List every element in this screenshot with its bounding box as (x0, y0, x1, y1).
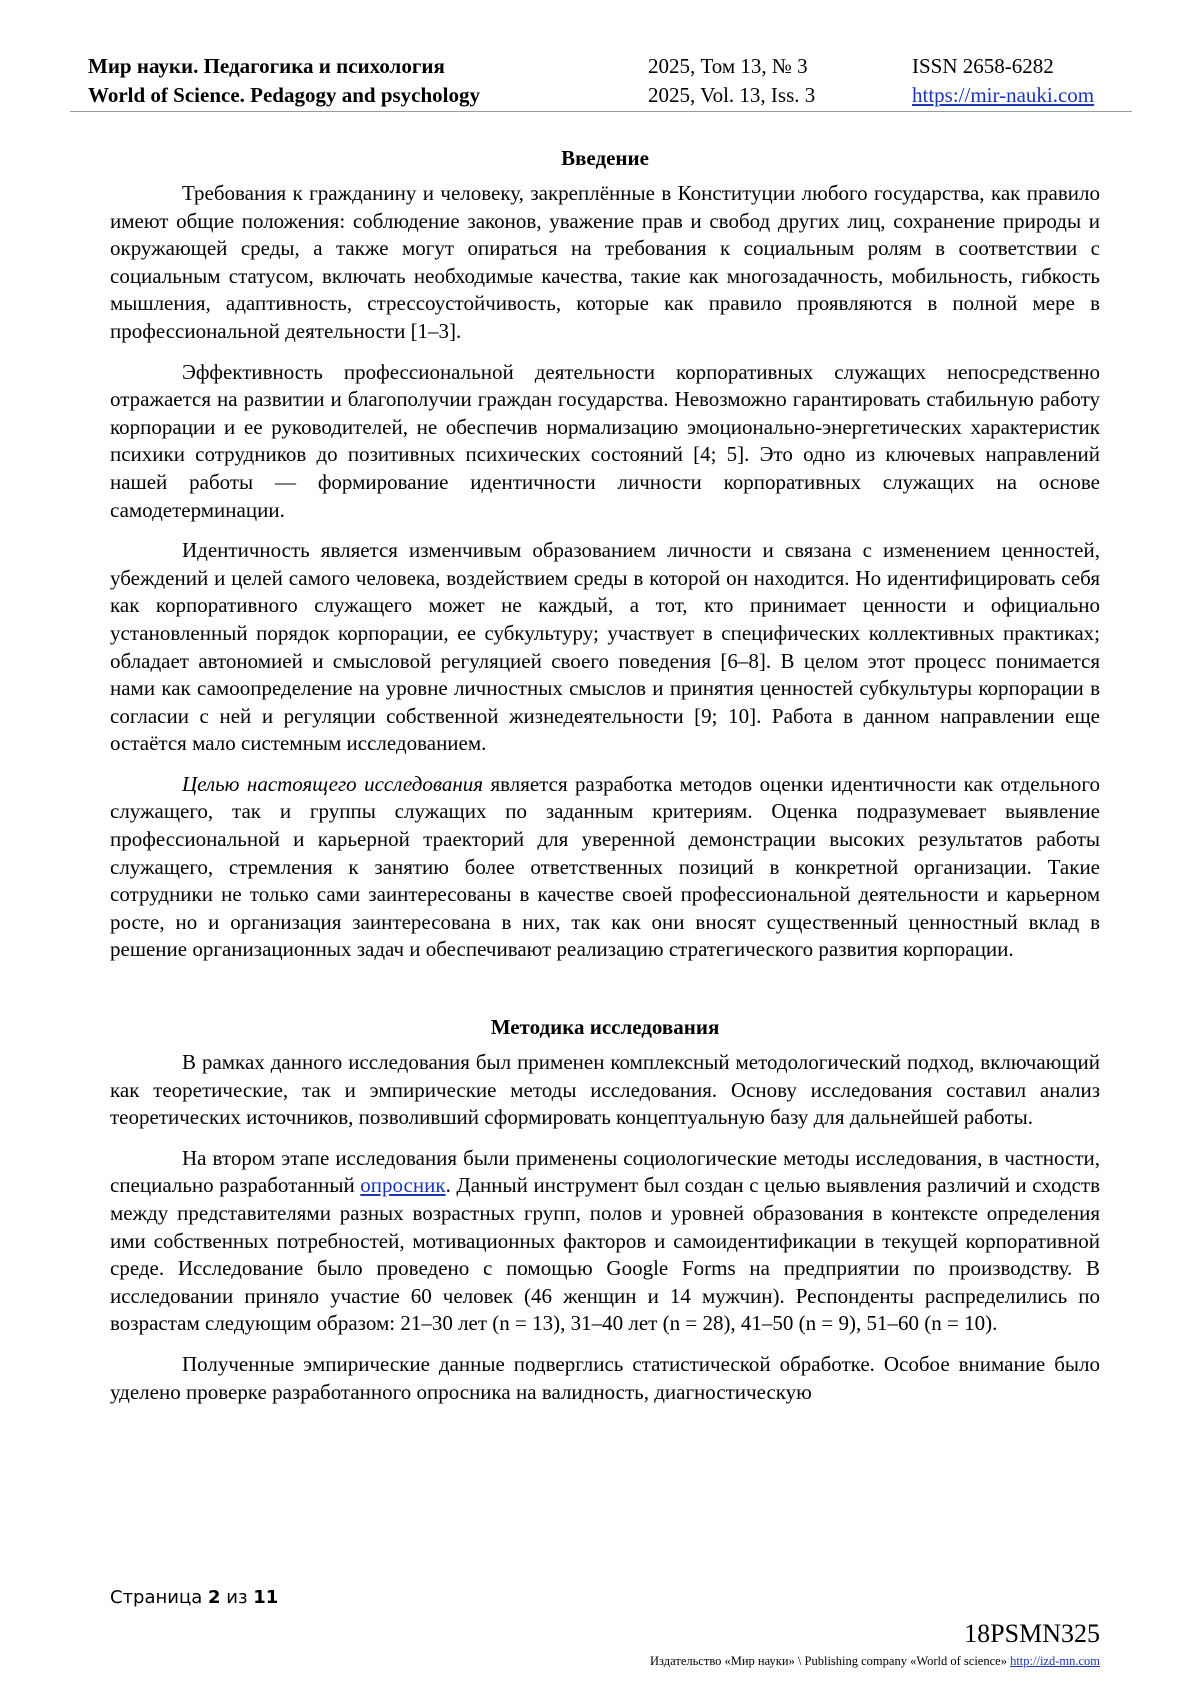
page-of: из (226, 1587, 248, 1608)
header-journal-title (88, 52, 480, 110)
header-issn-block (912, 52, 1094, 110)
intro-paragraph-4 (110, 771, 1100, 964)
journal-title-ru: Мир науки. Педагогика и психология (88, 54, 445, 78)
publisher-line (650, 1654, 1100, 1669)
publisher-text: Издательство «Мир науки» \ Publishing company «World of science» (650, 1654, 1007, 1668)
article-code: 18PSMN325 (964, 1619, 1100, 1648)
article-body (110, 145, 1100, 1419)
intro-paragraph-1: Требования к гражданину и человеку, закреплённые в Конституции любого государства, как правило имеют общие положения: соблюдение законов, уважение прав и свобод других лиц, сохранение природы и окружающей среды, а также могут опираться на требования к социальным ролям в соответствии с социальным статусом, включать необходимые качества, такие как многозадачность, мобильность, гибкость мышления, адаптивность, стрессоустойчивость, которые как правило проявляются в полной мере в профессиональной деятельности [1–3]. (110, 181, 1100, 343)
method-p2-after: . Данный инструмент был создан с целью выявления различий и сходств между представителями разных возрастных групп, полов и уровней образования в контексте определения ими собственных потребностей, мотивационных факторов и самоидентификации в текущей корпоративной среде. Исследование было проведено с помощью Google Forms на предприятии по производству. В исследовании приняло участие 60 человек (46 женщин и 14 мужчин). Респонденты распределились по возрастам следующим образом: 21–30 лет (n = 13), 31–40 лет (n = 28), 41–50 (n = 9), 51–60 (n = 10). (110, 1173, 1100, 1336)
method-paragraph-1: В рамках данного исследования был применен комплексный методологический подход, включающий как теоретические, так и эмпирические методы исследования. Основу исследования составил анализ теоретических источников, позволивший сформировать концептуальную базу для дальнейшей работы. (110, 1050, 1100, 1130)
issn: ISSN 2658-6282 (912, 54, 1054, 78)
header-divider (70, 111, 1132, 112)
journal-title-en: World of Science. Pedagogy and psychology (88, 83, 481, 107)
intro-paragraph-2: Эффективность профессиональной деятельности корпоративных служащих непосредственно отражается на развитии и благополучии граждан государства. Невозможно гарантировать стабильную работу корпорации и ее руководителей, не обеспечив нормализацию эмоционально-энергетических характеристик психики сотрудников до позитивных психических состояний [4; 5]. Это одно из ключевых направлений нашей работы — формирование идентичности личности корпоративных служащих на основе самодетерминации. (110, 359, 1100, 522)
page-number (110, 1587, 278, 1608)
questionnaire-link[interactable]: опросник (360, 1173, 446, 1198)
method-paragraph-2 (110, 1145, 1100, 1338)
section-heading-methodology: Методика исследования (490, 1015, 720, 1040)
header-issue (648, 52, 815, 110)
method-p2-before: На втором этапе исследования были применены социологические методы исследования, в частности, специально разработанный (110, 1145, 1100, 1198)
page-word: Страница (110, 1587, 203, 1608)
journal-website-link[interactable]: https://mir-nauki.com (912, 83, 1095, 107)
issue-ru: 2025, Том 13, № 3 (648, 54, 808, 78)
page-total: 11 (253, 1587, 279, 1608)
section-heading-introduction: Введение (561, 146, 649, 170)
method-paragraph-3: Полученные эмпирические данные подверглись статистической обработке. Особое внимание было уделено проверке разработанного опросника на валидность, диагностическую (110, 1351, 1100, 1404)
publisher-link[interactable]: http://izd-mn.com (1010, 1654, 1100, 1668)
research-goal-text: является разработка методов оценки идентичности как отдельного служащего, так и группы служащих по заданным критериям. Оценка подразумевает выявление профессиональной и карьерной траекторий для уверенной демонстрации высоких результатов работы служащего, стремления к занятию более ответственных позиций в конкретной организации. Такие сотрудники не только сами заинтересованы в качестве своей профессиональной деятельности и карьерном росте, но и организация заинтересована в них, так как они вносят существенный ценностный вклад в решение организационных задач и обеспечивают реализацию стратегического развития корпорации. (110, 771, 1101, 962)
page-current: 2 (208, 1587, 221, 1608)
intro-paragraph-3: Идентичность является изменчивым образованием личности и связана с изменением ценностей, убеждений и целей самого человека, воздействием среды в которой он находится. Но идентифицировать себя как корпоративного служащего может не каждый, а тот, кто принимает ценности и официально установленный порядок корпорации, ее субкультуру; участвует в специфических коллективных практиках; обладает автономией и смысловой регуляцией своего поведения [6–8]. В целом этот процесс понимается нами как самоопределение на уровне личностных смыслов и принятия ценностей субкультуры корпорации в согласии с ней и регуляции собственной жизнедеятельности [9; 10]. Работа в данном направлении еще остаётся мало системным исследованием. (110, 538, 1100, 756)
issue-en: 2025, Vol. 13, Iss. 3 (648, 83, 816, 107)
research-goal-italic: Целью настоящего исследования (182, 771, 484, 796)
